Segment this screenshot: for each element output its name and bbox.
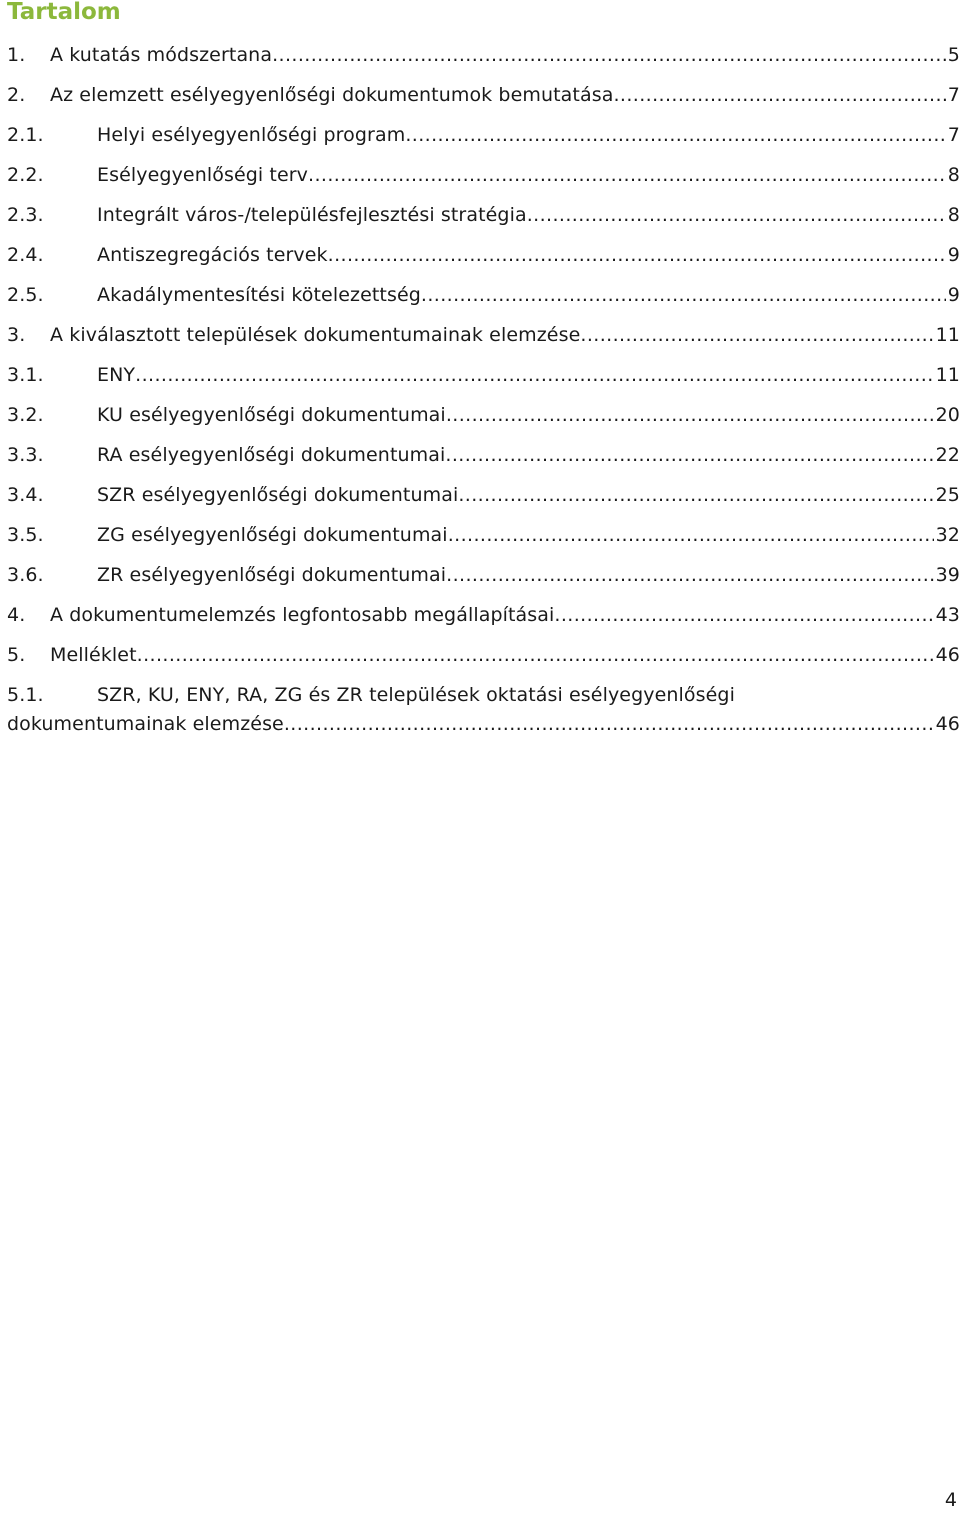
toc-entry-number: 3.2.	[7, 404, 44, 426]
toc-entry-3-5[interactable]	[7, 515, 960, 555]
toc-entry-page: 11	[935, 324, 960, 346]
toc-entry-line	[7, 710, 960, 739]
toc-entry-title: RA esélyegyenlőségi dokumentumai	[97, 444, 446, 466]
toc-entry-page: 9	[947, 244, 960, 266]
toc-entry-title: A dokumentumelemzés legfontosabb megállapításai	[50, 604, 555, 626]
toc-dot-leader	[448, 515, 934, 555]
toc-entry-title: A kiválasztott települések dokumentumainak elemzése	[50, 324, 581, 346]
toc-entry-3-1[interactable]	[7, 355, 960, 395]
toc-entry-number: 3.	[7, 324, 26, 346]
toc-dot-leader	[446, 395, 934, 435]
toc-entry-title: SZR, KU, ENY, RA, ZG és ZR települések oktatási esélyegyenlőségi	[97, 684, 735, 706]
toc-entry-line	[7, 681, 960, 710]
toc-entry-title: Helyi esélyegyenlőségi program	[97, 124, 406, 146]
toc-entry-title: Esélyegyenlőségi terv	[97, 164, 309, 186]
toc-entry-title: Melléklet	[50, 644, 137, 666]
toc-entry-2-3[interactable]	[7, 195, 960, 235]
toc-entry-number: 2.5.	[7, 284, 44, 306]
toc-entry-number: 1.	[7, 44, 26, 66]
toc-entry-title: KU esélyegyenlőségi dokumentumai	[97, 404, 446, 426]
toc-entry-5[interactable]	[7, 635, 960, 675]
toc-entry-page: 9	[947, 284, 960, 306]
toc-entry-number: 5.	[7, 644, 26, 666]
toc-entry-number: 2.3.	[7, 204, 44, 226]
toc-entry-page: 20	[935, 404, 960, 426]
toc-entry-title: Akadálymentesítési kötelezettség	[97, 284, 421, 306]
toc-entry-number: 2.	[7, 84, 26, 106]
toc-dot-leader	[613, 75, 945, 115]
toc-entry-4[interactable]	[7, 595, 960, 635]
toc-entry-number: 4.	[7, 604, 26, 626]
toc-entry-title: Antiszegregációs tervek	[97, 244, 328, 266]
toc-entry-page: 11	[935, 364, 960, 386]
toc-dot-leader	[554, 595, 933, 635]
toc-entry-number: 2.2.	[7, 164, 44, 186]
toc-dot-leader	[446, 555, 933, 595]
toc-entry-page: 46	[935, 713, 960, 735]
toc-dot-leader	[284, 710, 934, 739]
toc-dot-leader	[405, 115, 945, 155]
toc-entry-page: 43	[935, 604, 960, 626]
toc-entry-2-2[interactable]	[7, 155, 960, 195]
toc-entry-title: A kutatás módszertana	[50, 44, 273, 66]
toc-dot-leader	[135, 355, 933, 395]
toc-heading: Tartalom	[7, 0, 121, 25]
toc-entry-3-4[interactable]	[7, 475, 960, 515]
toc-entry-page: 5	[947, 44, 960, 66]
page-number: 4	[944, 1489, 957, 1511]
toc-entry-number: 2.4.	[7, 244, 44, 266]
toc-entry-page: 7	[947, 84, 960, 106]
toc-entry-5-1[interactable]	[7, 681, 960, 739]
toc-entry-number: 3.6.	[7, 564, 44, 586]
toc-entry-2-4[interactable]	[7, 235, 960, 275]
toc-entry-page: 32	[935, 524, 960, 546]
toc-dot-leader	[328, 235, 946, 275]
toc-entry-number: 3.1.	[7, 364, 44, 386]
toc-dot-leader	[308, 155, 946, 195]
toc-entry-page: 7	[947, 124, 960, 146]
toc-entry-number: 3.3.	[7, 444, 44, 466]
toc-dot-leader	[421, 275, 946, 315]
toc-entry-page: 22	[935, 444, 960, 466]
toc-dot-leader	[445, 435, 933, 475]
toc-entry-3-3[interactable]	[7, 435, 960, 475]
toc-entry-title: SZR esélyegyenlőségi dokumentumai	[97, 484, 459, 506]
toc-entry-2-1[interactable]	[7, 115, 960, 155]
toc-entry-number: 2.1.	[7, 124, 44, 146]
toc-entry-page: 39	[935, 564, 960, 586]
toc-entry-number: 3.4.	[7, 484, 44, 506]
toc-entry-title: ZR esélyegyenlőségi dokumentumai	[97, 564, 447, 586]
toc-entry-page: 25	[935, 484, 960, 506]
toc-dot-leader	[527, 195, 946, 235]
toc-dot-leader	[272, 35, 946, 75]
toc-entry-title: Az elemzett esélyegyenlőségi dokumentumok bemutatása	[50, 84, 614, 106]
toc-entry-page: 8	[947, 164, 960, 186]
toc-entry-2[interactable]	[7, 75, 960, 115]
toc-entry-title: Integrált város-/településfejlesztési stratégia	[97, 204, 527, 226]
toc-entry-3-6[interactable]	[7, 555, 960, 595]
toc-entry-title: ENY	[97, 364, 136, 386]
toc-entry-page: 8	[947, 204, 960, 226]
toc-dot-leader	[458, 475, 933, 515]
toc-entry-2-5[interactable]	[7, 275, 960, 315]
toc-entry-3-2[interactable]	[7, 395, 960, 435]
toc-entry-3[interactable]	[7, 315, 960, 355]
toc-entry-title-continued: dokumentumainak elemzése	[7, 713, 284, 735]
toc-entry-title: ZG esélyegyenlőségi dokumentumai	[97, 524, 448, 546]
toc-dot-leader	[137, 635, 934, 675]
toc-entry-1[interactable]	[7, 35, 960, 75]
toc-entry-number: 5.1.	[7, 684, 44, 706]
toc-entry-number: 3.5.	[7, 524, 44, 546]
toc-entry-page: 46	[935, 644, 960, 666]
toc-dot-leader	[580, 315, 933, 355]
